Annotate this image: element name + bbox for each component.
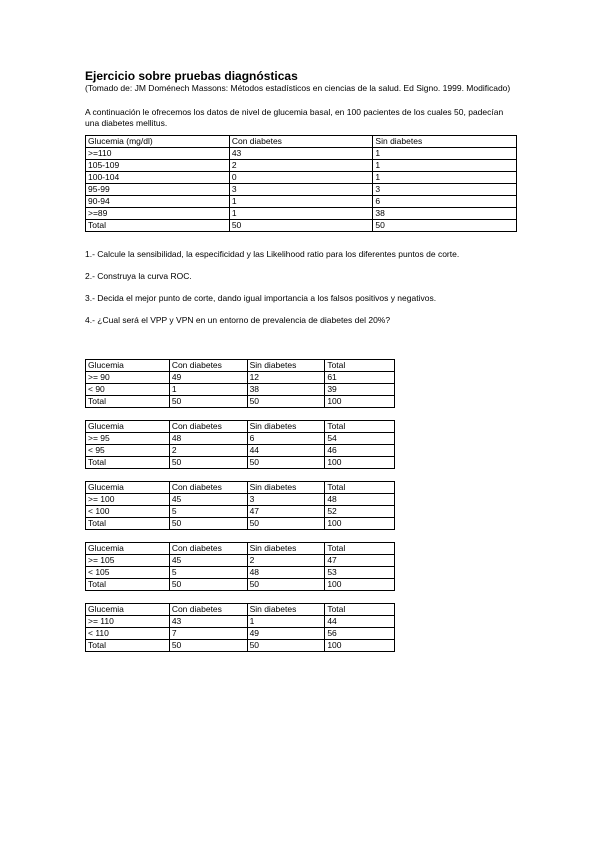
header-cell: Con diabetes <box>169 421 247 433</box>
source-citation: (Tomado de: JM Doménech Massons: Métodos estadísticos en ciencias de la salud. Ed Signo. 1999. Modificado) <box>85 83 511 93</box>
table-cell: 45 <box>169 555 247 567</box>
table-cell: 50 <box>247 579 325 591</box>
table-cell: 50 <box>169 579 247 591</box>
document-page <box>85 69 525 664</box>
table-cell: 3 <box>229 184 373 196</box>
header-cell: Glucemia (mg/dl) <box>86 136 230 148</box>
header-cell: Total <box>325 604 395 616</box>
table-cell: 1 <box>373 148 517 160</box>
header-cell: Sin diabetes <box>247 604 325 616</box>
table-cell: 0 <box>229 172 373 184</box>
table-row <box>86 506 395 518</box>
cutoff-table-95 <box>85 420 395 469</box>
header-cell: Glucemia <box>86 360 170 372</box>
table-cell: 100 <box>325 457 395 469</box>
table-cell: >= 110 <box>86 616 170 628</box>
cutoff-table-105 <box>85 542 395 591</box>
header-cell: Con diabetes <box>169 360 247 372</box>
table-cell: 53 <box>325 567 395 579</box>
table-cell: 61 <box>325 372 395 384</box>
table-cell: Total <box>86 518 170 530</box>
header-cell: Con diabetes <box>169 543 247 555</box>
table-cell: 43 <box>169 616 247 628</box>
table-cell: >=89 <box>86 208 230 220</box>
table-cell: >= 100 <box>86 494 170 506</box>
table-cell: 50 <box>229 220 373 232</box>
table-cell: 100 <box>325 640 395 652</box>
table-cell: 1 <box>229 196 373 208</box>
table-cell: 12 <box>247 372 325 384</box>
table-cell: Total <box>86 640 170 652</box>
table-row <box>86 433 395 445</box>
table-cell: < 110 <box>86 628 170 640</box>
header-cell: Glucemia <box>86 543 170 555</box>
table-cell: 54 <box>325 433 395 445</box>
table-cell: 95-99 <box>86 184 230 196</box>
table-cell: 50 <box>169 457 247 469</box>
table-cell: 49 <box>247 628 325 640</box>
table-row <box>86 628 395 640</box>
table-cell: 7 <box>169 628 247 640</box>
header-cell: Total <box>325 421 395 433</box>
table-cell: 49 <box>169 372 247 384</box>
table-row <box>86 494 395 506</box>
table-cell: 47 <box>247 506 325 518</box>
table-row <box>86 616 395 628</box>
table-cell: 48 <box>247 567 325 579</box>
table-header-row <box>86 482 395 494</box>
header-cell: Total <box>325 482 395 494</box>
cutoff-table-90 <box>85 359 395 408</box>
intro-paragraph: A continuación le ofrecemos los datos de nivel de glucemia basal, en 100 pacientes de los cuales 50, padecían una diabetes mellitus. <box>85 107 504 128</box>
table-cell: 38 <box>373 208 517 220</box>
table-cell: 6 <box>247 433 325 445</box>
question-item: 3.- Decida el mejor punto de corte, dando igual importancia a los falsos positivos y negativos. <box>85 293 437 303</box>
table-row <box>86 384 395 396</box>
cutoff-table-110 <box>85 603 395 652</box>
table-cell: 48 <box>169 433 247 445</box>
table-cell: 46 <box>325 445 395 457</box>
table-cell: 105-109 <box>86 160 230 172</box>
table-row <box>86 172 517 184</box>
table-header-row <box>86 604 395 616</box>
table-cell: 38 <box>247 384 325 396</box>
table-row <box>86 148 517 160</box>
glucose-frequency-table <box>85 135 517 232</box>
table-row <box>86 445 395 457</box>
header-cell: Con diabetes <box>169 482 247 494</box>
table-cell: Total <box>86 579 170 591</box>
table-header-row <box>86 543 395 555</box>
table-row <box>86 160 517 172</box>
table-cell: 39 <box>325 384 395 396</box>
question-item: 1.- Calcule la sensibilidad, la especificidad y las Likelihood ratio para los diferentes puntos de corte. <box>85 249 460 259</box>
table-cell: Total <box>86 396 170 408</box>
table-header-row <box>86 136 517 148</box>
table-cell: 50 <box>169 396 247 408</box>
table-cell: >=110 <box>86 148 230 160</box>
header-cell: Total <box>325 543 395 555</box>
table-cell: 50 <box>169 518 247 530</box>
question-item: 4.- ¿Cual será el VPP y VPN en un entorno de prevalencia de diabetes del 20%? <box>85 315 391 325</box>
header-cell: Con diabetes <box>169 604 247 616</box>
table-cell: 3 <box>247 494 325 506</box>
table-cell: 3 <box>373 184 517 196</box>
table-cell: 44 <box>247 445 325 457</box>
table-row <box>86 208 517 220</box>
table-cell: 48 <box>325 494 395 506</box>
cutoff-table-100 <box>85 481 395 530</box>
table-cell: 56 <box>325 628 395 640</box>
table-cell: >= 105 <box>86 555 170 567</box>
table-cell: 100 <box>325 396 395 408</box>
table-cell: < 95 <box>86 445 170 457</box>
header-cell: Sin diabetes <box>373 136 517 148</box>
table-cell: 2 <box>247 555 325 567</box>
table-total-row <box>86 518 395 530</box>
table-total-row <box>86 640 395 652</box>
table-cell: < 90 <box>86 384 170 396</box>
table-cell: >= 95 <box>86 433 170 445</box>
table-cell: 100 <box>325 518 395 530</box>
table-cell: 6 <box>373 196 517 208</box>
header-cell: Sin diabetes <box>247 543 325 555</box>
table-cell: < 105 <box>86 567 170 579</box>
table-cell: 1 <box>169 384 247 396</box>
table-cell: 47 <box>325 555 395 567</box>
table-cell: 45 <box>169 494 247 506</box>
table-cell: 2 <box>169 445 247 457</box>
table-cell: 50 <box>247 640 325 652</box>
table-row <box>86 567 395 579</box>
questions-list <box>85 248 515 326</box>
table-cell: 1 <box>229 208 373 220</box>
table-cell: 100 <box>325 579 395 591</box>
table-cell: 50 <box>247 518 325 530</box>
table-cell: 1 <box>247 616 325 628</box>
header-cell: Total <box>325 360 395 372</box>
table-cell: 1 <box>373 172 517 184</box>
table-cell: 44 <box>325 616 395 628</box>
table-cell: 50 <box>373 220 517 232</box>
table-cell: 50 <box>247 457 325 469</box>
table-row <box>86 196 517 208</box>
table-cell: < 100 <box>86 506 170 518</box>
table-cell: 50 <box>169 640 247 652</box>
table-cell: 90-94 <box>86 196 230 208</box>
table-total-row <box>86 457 395 469</box>
table-row <box>86 555 395 567</box>
table-cell: 5 <box>169 567 247 579</box>
table-row <box>86 184 517 196</box>
table-cell: 52 <box>325 506 395 518</box>
header-cell: Sin diabetes <box>247 360 325 372</box>
table-cell: 2 <box>229 160 373 172</box>
table-cell: Total <box>86 457 170 469</box>
header-cell: Sin diabetes <box>247 482 325 494</box>
table-total-row <box>86 396 395 408</box>
table-cell: Total <box>86 220 230 232</box>
table-cell: 50 <box>247 396 325 408</box>
table-cell: 100-104 <box>86 172 230 184</box>
table-cell: 1 <box>373 160 517 172</box>
table-total-row <box>86 579 395 591</box>
header-cell: Sin diabetes <box>247 421 325 433</box>
table-header-row <box>86 421 395 433</box>
question-item: 2.- Construya la curva ROC. <box>85 271 192 281</box>
cutoff-tables <box>85 359 525 652</box>
table-row <box>86 372 395 384</box>
table-total-row <box>86 220 517 232</box>
table-cell: 43 <box>229 148 373 160</box>
table-cell: 5 <box>169 506 247 518</box>
header-cell: Con diabetes <box>229 136 373 148</box>
header-cell: Glucemia <box>86 421 170 433</box>
table-header-row <box>86 360 395 372</box>
header-cell: Glucemia <box>86 482 170 494</box>
table-cell: >= 90 <box>86 372 170 384</box>
header-cell: Glucemia <box>86 604 170 616</box>
document-title: Ejercicio sobre pruebas diagnósticas <box>85 69 298 83</box>
